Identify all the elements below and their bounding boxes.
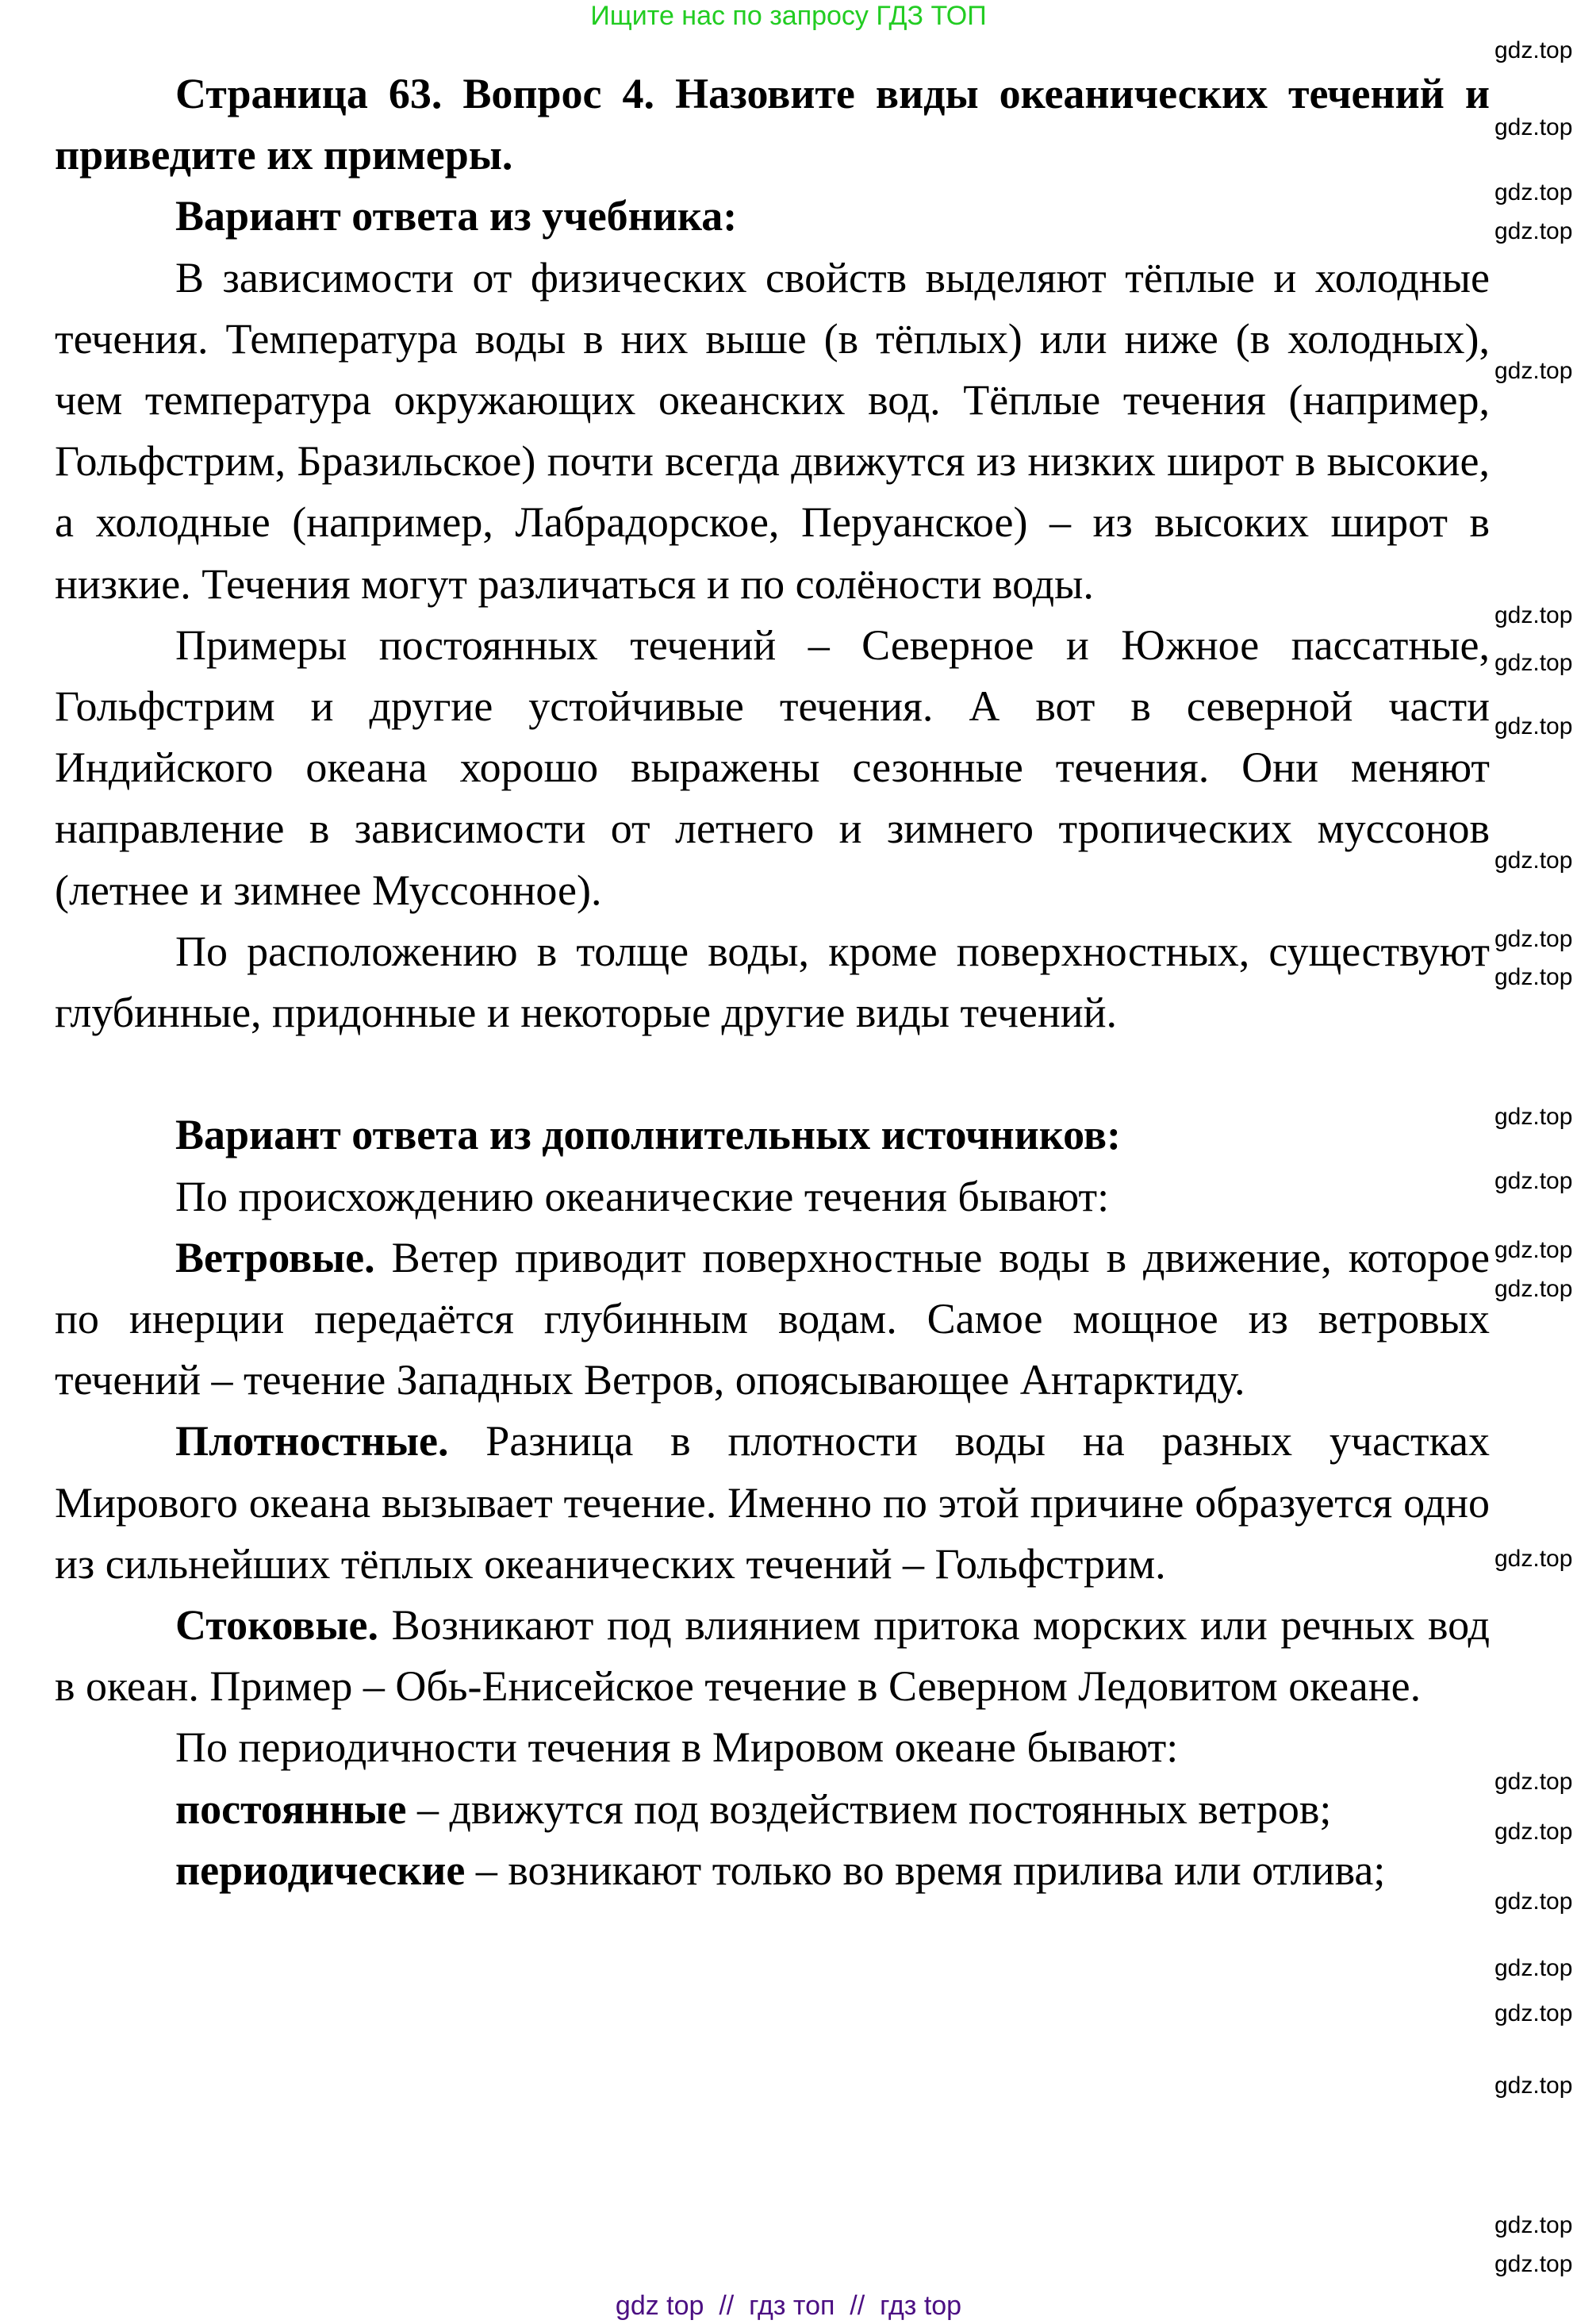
watermark: gdz.top — [1495, 37, 1573, 63]
term-description: – возникают только во время прилива или отлива; — [465, 1846, 1386, 1894]
watermark: gdz.top — [1495, 1955, 1573, 1981]
watermark: gdz.top — [1495, 1769, 1573, 1795]
watermark: gdz.top — [1495, 1819, 1573, 1845]
watermark: gdz.top — [1495, 2212, 1573, 2238]
term: Ветровые. — [175, 1233, 375, 1281]
paragraph: По расположению в толще воды, кроме поверхностных, существуют глубинные, придонные и некоторые другие виды течений. — [55, 927, 1490, 1037]
watermark: gdz.top — [1495, 1168, 1573, 1194]
periodicity-item — [55, 1840, 1490, 1901]
paragraph: В зависимости от физических свойств выделяют тёплые и холодные течения. Температура воды в них выше (в тёплых) или ниже (в холодных), чем температура окружающих океанских вод. Тёплые течения (например, Гольфстрим, Бразильское) почти всегда движутся из низких широт в высокие, а холодные (например, Лабрадорское, Перуанское) – из высоких широт в низкие. Течения могут различаться и по солёности воды. — [55, 253, 1490, 608]
watermark: gdz.top — [1495, 1237, 1573, 1263]
term: Стоковые. — [175, 1601, 378, 1650]
watermark: gdz.top — [1495, 358, 1573, 384]
watermark: gdz.top — [1495, 179, 1573, 206]
term: периодические — [175, 1846, 466, 1894]
watermark: gdz.top — [1495, 218, 1573, 244]
watermark: gdz.top — [1495, 650, 1573, 676]
search-banner[interactable]: Ищите нас по запросу ГДЗ ТОП — [590, 1, 987, 31]
watermark: gdz.top — [1495, 964, 1573, 990]
watermark: gdz.top — [1495, 2000, 1573, 2026]
spacer — [55, 1043, 1490, 1104]
question-title-text: Страница 63. Вопрос 4. Назовите виды океанических течений и приведите их примеры. — [55, 70, 1490, 179]
paragraph: По периодичности течения в Мировом океане бывают: — [175, 1723, 1179, 1772]
origin-item — [55, 1411, 1490, 1595]
watermark: gdz.top — [1495, 1276, 1573, 1302]
watermark: gdz.top — [1495, 1888, 1573, 1915]
origin-item — [55, 1595, 1490, 1717]
watermark: gdz.top — [1495, 1546, 1573, 1572]
footer-links[interactable] — [0, 2290, 1577, 2322]
watermark: gdz.top — [1495, 602, 1573, 628]
watermark: gdz.top — [1495, 847, 1573, 874]
term-description: Возникают под влиянием притока морских или речных вод в океан. Пример – Обь-Енисейское течение в Северном Ледовитом океане. — [55, 1601, 1490, 1711]
paragraph: По происхождению океанические течения бывают: — [175, 1172, 1110, 1220]
paragraph: Примеры постоянных течений – Северное и Южное пассатные, Гольфстрим и другие устойчивые течения. А вот в северной части Индийского океана хорошо выражены сезонные течения. Они меняют направление в зависимости от летнего и зимнего тропических муссонов (летнее и зимнее Муссонное). — [55, 620, 1490, 914]
periodicity-item — [55, 1779, 1490, 1840]
term-description: Разница в плотности воды на разных участках Мирового океана вызывает течение. Именно по этой причине образуется одно из сильнейших тёплых океанических течений – Гольфстрим. — [55, 1417, 1490, 1588]
watermark: gdz.top — [1495, 926, 1573, 952]
origin-item — [55, 1227, 1490, 1412]
term: постоянные — [175, 1784, 407, 1833]
question-title — [55, 63, 1490, 186]
watermark: gdz.top — [1495, 713, 1573, 739]
watermark: gdz.top — [1495, 1104, 1573, 1130]
section-heading-additional — [55, 1104, 1490, 1166]
watermark: gdz.top — [1495, 2251, 1573, 2277]
section-heading-textbook — [55, 186, 1490, 247]
watermark: gdz.top — [1495, 114, 1573, 140]
section-heading-text: Вариант ответа из учебника: — [175, 192, 738, 240]
footer-link-text[interactable]: gdz top // гдз топ // гдз top — [615, 2291, 962, 2321]
term: Плотностные. — [175, 1417, 449, 1465]
watermark: gdz.top — [1495, 2072, 1573, 2099]
section-heading-text: Вариант ответа из дополнительных источников: — [175, 1111, 1121, 1159]
document-body — [55, 63, 1490, 1901]
term-description: – движутся под воздействием постоянных ветров; — [406, 1784, 1332, 1833]
term-description: Ветер приводит поверхностные воды в движение, которое по инерции передаётся глубинным водам. Самое мощное из ветровых течений – течение Западных Ветров, опоясывающее Антарктиду. — [55, 1233, 1490, 1404]
